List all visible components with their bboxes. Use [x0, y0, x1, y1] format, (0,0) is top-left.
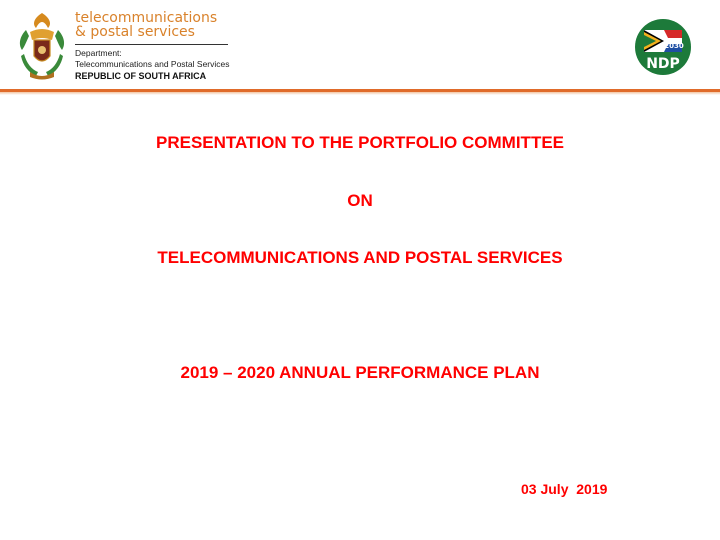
- brand-divider: [75, 44, 228, 45]
- ndp-text: NDP: [646, 56, 680, 72]
- ndp-2030-logo: [634, 18, 692, 76]
- brand-line-2: & postal services: [75, 24, 195, 40]
- department-label: Department:: [75, 48, 122, 58]
- title-line-4: 2019 – 2020 ANNUAL PERFORMANCE PLAN: [180, 363, 540, 382]
- title-line-2: ON: [347, 191, 373, 210]
- department-name: Telecommunications and Postal Services: [75, 59, 230, 69]
- slide-header: [0, 0, 720, 92]
- presentation-date: 03 July 2019: [521, 481, 608, 497]
- ndp-year: 2030: [664, 42, 684, 50]
- header-rule-shadow: [0, 92, 720, 95]
- title-line-3: TELECOMMUNICATIONS AND POSTAL SERVICES: [157, 248, 563, 267]
- coat-of-arms-icon: [16, 10, 68, 82]
- title-line-1: PRESENTATION TO THE PORTFOLIO COMMITTEE: [156, 133, 564, 152]
- country-name: REPUBLIC OF SOUTH AFRICA: [75, 71, 207, 81]
- brand-line-1: telecommunications: [75, 10, 218, 26]
- department-brand: [75, 11, 230, 82]
